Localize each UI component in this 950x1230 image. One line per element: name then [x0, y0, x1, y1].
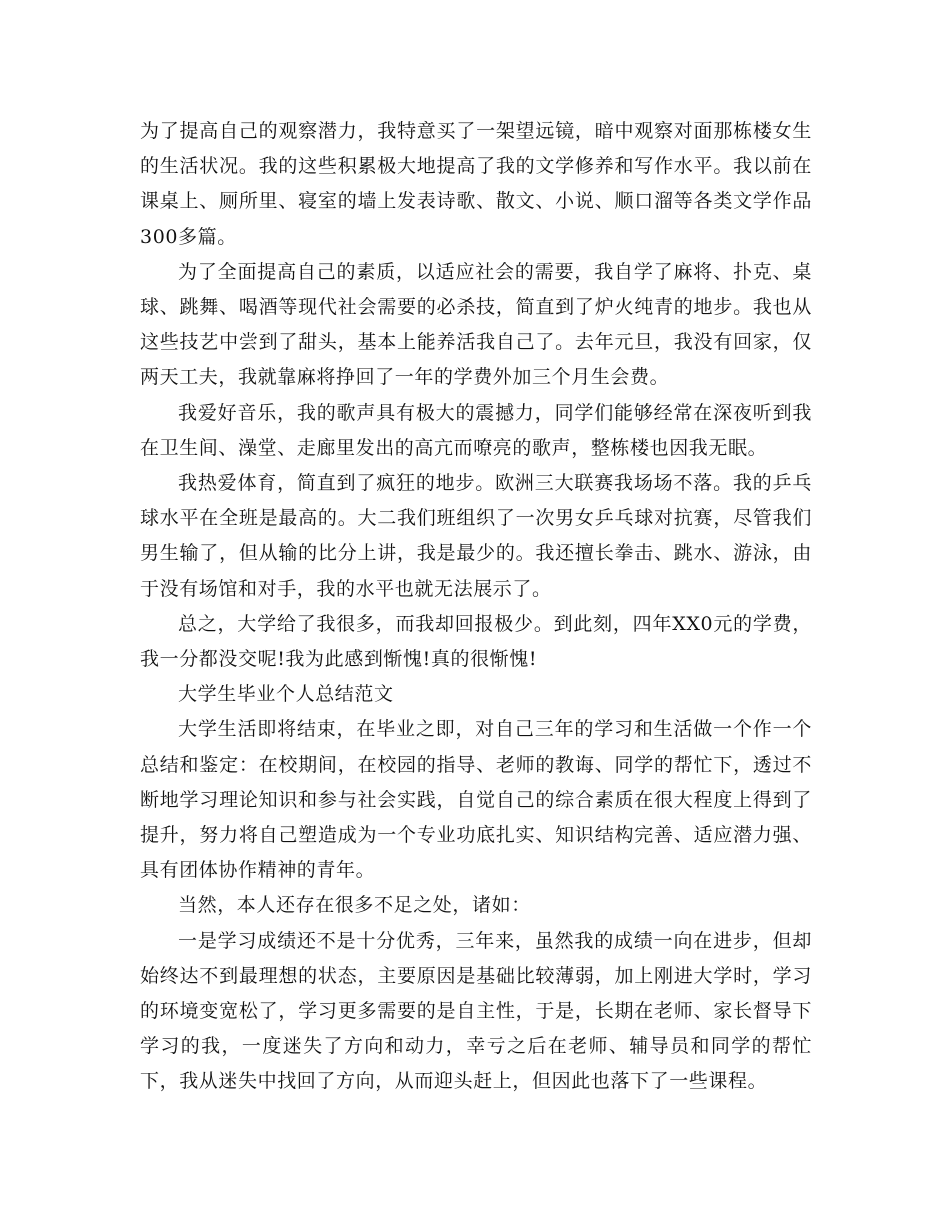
paragraph-sports: 我热爱体育，简直到了疯狂的地步。欧洲三大联赛我场场不落。我的乒乓球水平在全班是最高的。大二我们班组织了一次男女乒乓球对抗赛，尽管我们男生输了，但从输的比分上讲，我是最少的。我还擅长拳击、跳水、游泳，由于没有场馆和对手，我的水平也就无法展示了。	[140, 472, 812, 600]
paragraph-music: 我爱好音乐，我的歌声具有极大的震撼力，同学们能够经常在深夜听到我在卫生间、澡堂、走廊里发出的高亢而嘹亮的歌声，整栋楼也因我无眠。	[140, 401, 812, 459]
paragraph-skills: 为了全面提高自己的素质，以适应社会的需要，我自学了麻将、扑克、桌球、跳舞、喝酒等现代社会需要的必杀技，简直到了炉火纯青的地步。我也从这些技艺中尝到了甜头，基本上能养活我自己了。去年元旦，我没有回家，仅两天工夫，我就靠麻将挣回了一年的学费外加三个月生会费。	[140, 260, 812, 389]
paragraph-study-grades: 一是学习成绩还不是十分优秀，三年来，虽然我的成绩一向在进步，但却始终达不到最理想的状态，主要原因是基础比较薄弱，加上刚进大学时，学习的环境变宽松了，学习更多需要的是自主性，于是，长期在老师、家长督导下学习的我，一度迷失了方向和动力，幸亏之后在老师、辅导员和同学的帮忙下，我从迷失中找回了方向，从而迎头赶上，但因此也落下了一些课程。	[140, 929, 812, 1093]
paragraph-shortcomings: 当然，本人还存在很多不足之处，诸如：	[178, 894, 531, 917]
document-body	[140, 114, 812, 1100]
section-heading: 大学生毕业个人总结范文	[178, 683, 394, 706]
paragraph-observation: 为了提高自己的观察潜力，我特意买了一架望远镜，暗中观察对面那栋楼女生的生活状况。我的这些积累极大地提高了我的文学修养和写作水平。我以前在课桌上、厕所里、寝室的墙上发表诗歌、散文、小说、顺口溜等各类文学作品300多篇。	[140, 120, 812, 248]
paragraph-summary-intro: 大学生活即将结束，在毕业之即，对自己三年的学习和生活做一个作一个总结和鉴定：在校期间，在校园的指导、老师的教诲、同学的帮忙下，透过不断地学习理论知识和参与社会实践，自觉自己的综合素质在很大程度上得到了提升，努力将自己塑造成为一个专业功底扎实、知识结构完善、适应潜力强、具有团体协作精神的青年。	[140, 718, 812, 882]
paragraph-conclusion: 总之，大学给了我很多，而我却回报极少。到此刻，四年XX0元的学费，我一分都没交呢!我为此感到惭愧!真的很惭愧!	[140, 612, 812, 671]
